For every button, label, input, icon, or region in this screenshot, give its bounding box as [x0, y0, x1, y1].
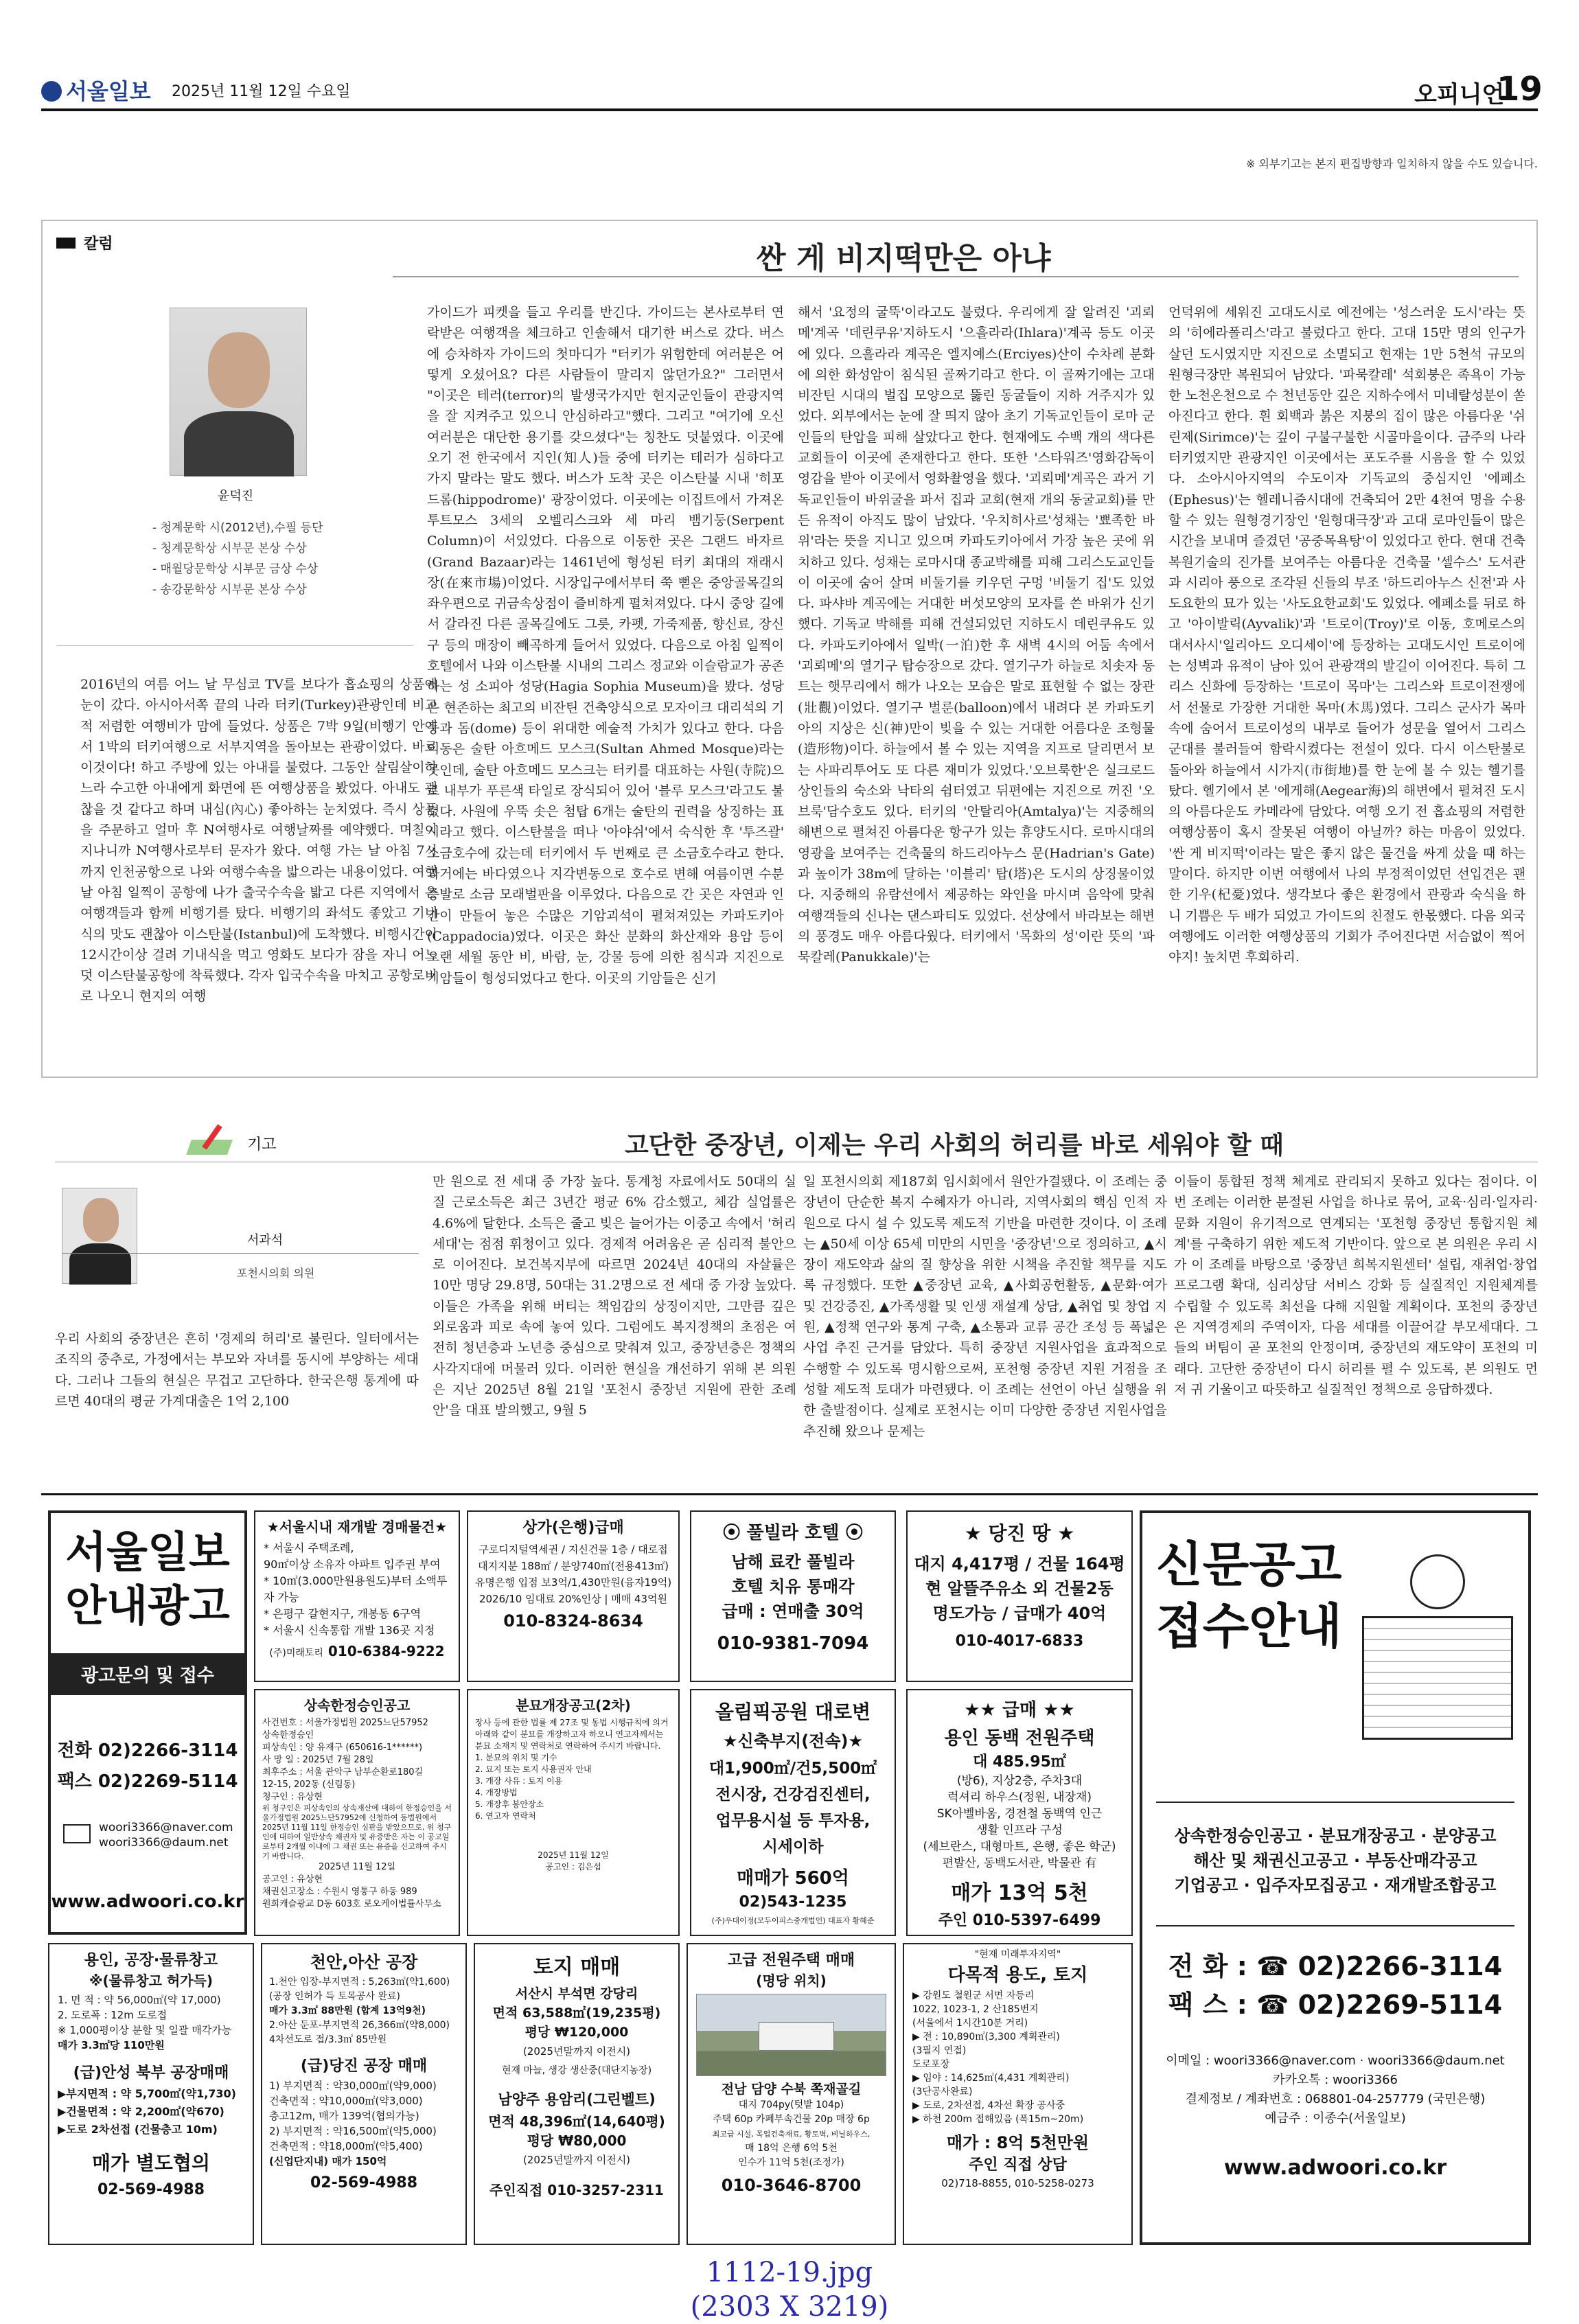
ad-line: (서울에서 1시간10분 거리) [912, 2018, 1028, 2029]
ad-line: 2. 도로폭 : 12m 도로접 [58, 2009, 168, 2021]
house-photo [696, 1994, 886, 2076]
ad-tel: 010-6384-9222 [327, 1643, 445, 1659]
notice-info: 카카오톡 : woori3366 [1272, 2073, 1398, 2087]
ad-line: 4차선도로 접/3.3㎡ 85만원 [269, 2034, 387, 2045]
ad-title: "현재 미래투자지역" [974, 1949, 1061, 1960]
ad-line: 매 18억 은행 6억 5천 [745, 2143, 838, 2154]
ad-line: 사건번호 : 서울가정법원 2025느단57952 [262, 1718, 428, 1728]
bio-line: - 청계문학상 시부문 본상 수상 [152, 542, 307, 555]
ad-subtitle: 용인 동백 전원주택 [944, 1728, 1095, 1749]
ad-inheritance-notice [254, 1689, 460, 1936]
ad-line: 3. 개장 사유 : 토지 이용 [475, 1776, 563, 1786]
ad-title: 분묘개장공고(2차) [516, 1697, 631, 1714]
ad-line: 2) 부지면적 : 약16,500㎡(약5,000) [269, 2125, 437, 2137]
ad-tel: 02)718-8855, 010-5258-0273 [941, 2177, 1094, 2189]
ad-line: 위 청구인은 피상속인의 상속재산에 대하여 한정승인을 서울가정법원 2025느단57952에 신청하여 동법원에서 2025년 11월 11일 한정승인 심판을 받았으므로, 위 청구인에 대하여 일반상속 채권자 및 유증받은 자는 이 공고일로부터 2개월 이내에 그 채권 또는 유증을 신고하여 주시기 바랍니다. [262, 1804, 452, 1861]
ad-line: 대 485.95㎡ [973, 1753, 1066, 1771]
house-ad-email [51, 1820, 244, 1850]
notice-type-line: 상속한정승인공고 · 분묘개장공고 · 분양공고 [1174, 1826, 1497, 1845]
ad-tel: 010-9381-7094 [717, 1633, 869, 1654]
house-ad [48, 1510, 247, 1935]
ad-line: 2. 묘지 또는 토지 사용권자 안내 [475, 1764, 592, 1774]
ad-line: 업무용시설 등 투자용, [715, 1812, 871, 1830]
ad-line: * 10㎡(3.000만원용원도)부터 소액투자 가능 [264, 1574, 448, 1604]
ad-yongin-house [906, 1689, 1133, 1936]
caption-size: (2303 X 3219) [690, 2291, 889, 2323]
ad-line: (3필지 연접) [912, 2045, 967, 2056]
ad-line: 현재 마늘, 생강 생산중(대단지농장) [501, 2065, 652, 2076]
ad-grave-notice [467, 1689, 680, 1936]
ad-footer: (주)우대이정(모두이피스중개법인) 대표자 황혜준 [711, 1916, 875, 1925]
author-photo [170, 308, 307, 476]
ad-title: ⦿ 풀빌라 호텔 ⦿ [722, 1523, 864, 1543]
ad-line: (2025년말까지 이전시) [522, 2045, 631, 2058]
ad-line: SK아벨바움, 경전철 동백역 인근 [936, 1807, 1103, 1821]
ad-line: 구로디지털역세권 / 지신건물 1층 / 대로접 [479, 1543, 668, 1556]
ad-line: * 서울시 주택조례, [264, 1541, 354, 1554]
section-name: 오피니언 [1414, 81, 1505, 108]
ad-line: 채권신고장소 : 수원시 영통구 하동 989 [262, 1887, 417, 1897]
suit-shape [184, 411, 294, 476]
ad-title: 남양주 용암리(그린벨트) [498, 2091, 656, 2108]
ad-line: (2025년말까지 이전시) [522, 2154, 631, 2166]
column-article [41, 220, 1538, 1078]
newspaper-logo: 서울일보 [41, 74, 151, 106]
author-rule [62, 1253, 419, 1254]
bio-line: - 송강문학상 시부문 본상 수상 [152, 583, 307, 597]
ad-line: 층고12m, 매가 139억(협의가능) [269, 2110, 419, 2122]
ad-redevelopment [254, 1510, 460, 1682]
ad-title: 올림픽공원 대로변 [715, 1701, 871, 1723]
notice-ad-title [1156, 1534, 1341, 1657]
column-text-col2: 가이드가 피켓을 들고 우리를 반긴다. 가이드는 본사로부터 연락받은 여행객을 체크하고 인솔해서 대기한 버스로 갔다. 버스에 승차하자 가이드의 첫마디가 "터키가 위험한데 여러분은 어떻게 오셨어요? 다른 사람들이 말리지 않던가요?" 그러면서 "이곳은 테러(terror)의 발생국가지만 현지군인들이 관광지역을 잘 지켜주고 있으니 안심하라고"했다. 그리고 "여기에 오신 여러분은 대단한 용기를 갖으셨다"는 칭찬도 덧붙였다. 이곳에 오기 전 한국에서 지인(知人)들 중에 터키는 테러가 심하다고 가지 말라는 말도 했다. 버스가 도착 곳은 이스탄불 시내 '히포드롬(hippodrome)' 광장이었다. 이곳에는 이집트에서 가져온 투트모스 3세의 오벨리스크와 세 마리 뱀기둥(Serpent Column)이 서있었다. 다음으로 이동한 곳은 그랜드 바자르(Grand Bazaar)라는 1461년에 형성된 터키 최대의 재래시장(在來市場)이었다. 시장입구에서부터 쭉 뻗은 중앙골목길의 좌우편으로 귀금속상점이 즐비하게 펼쳐져있다. 다시 중앙 길에서 갈라진 다른 골목길에도 그릇, 카펫, 가죽제품, 향신료, 장신구 등의 매장이 빼곡하게 들어서 있었다. 다음으로 아침 일찍이 호텔에서 나와 이스탄불 시내의 그리스 정교와 이슬람교가 공존하는 성 소피아 성당(Hagia Sophia Museum)을 봤다. 성당은 현존하는 최고의 비잔틴 건축양식으로 모자이크 대리석의 기둥과 돔(dome) 등이 위대한 예술적 가치가 있다고 한다. 다음 이동은 술탄 아흐메드 모스크(Sultan Ahmed Mosque)라는 곳인데, 술탄 아흐메드 모스크는 터키를 대표하는 사원(寺院)으로 내부가 푸른색 타일로 장식되어 있어 '블루 모스크'라고도 불렸다. 사원에 우뚝 솟은 첨탑 6개는 술탄의 권력을 상징하는 표시라고 했다. 이스탄불을 떠나 '아야쉬'에서 숙식한 후 '투즈괄' 소금호수에 갔는데 터키에서 두 번째로 큰 소금호수라고 한다. 과거에는 바다였으나 지각변동으로 호수로 변해 여름이면 수분증발로 소금 모래벌판을 이루었다. 다음으로 간 곳은 자연과 인간이 만들어 놓은 수많은 기암괴석이 펼쳐져있는 카파도키아(Cappadocia)였다. 이곳은 화산 분화의 화산재와 용암 등이 오랜 세월 동안 비, 바람, 눈, 강물 등에 의한 침식과 지진으로 기암들이 형성되었다고 한다. 이곳의 기암들은 신기 [427, 305, 784, 986]
column-tag: 칼럼 [56, 232, 113, 253]
ad-line: 급매 : 연매출 30억 [722, 1602, 864, 1621]
ad-tel: 010-4017-6833 [955, 1633, 1084, 1650]
house-ad-tel: 전화 02)2266-3114 [57, 1740, 238, 1761]
ad-line: 남해 료칸 풀빌라 [731, 1552, 855, 1572]
ad-line: 6. 연고자 연락처 [475, 1811, 536, 1821]
ad-title: ★ 당진 땅 ★ [964, 1522, 1075, 1545]
contribution-text-col3: 일 포천시의회 제187회 임시회에서 원안가결됐다. 이 조례는 중장년이 단순한 복지 수혜자가 아니라, 지역사회의 핵심 인적 자원으로 다시 설 수 있도록 제도적 기반을 마련한 것이다. 이 조례는 ▲50세 이상 65세 미만의 시민을 '중장년'으로 정의하고, ▲시장이 재도약과 삶의 질 향상을 위한 시책을 추진할 책무를 지도록 규정했다. 또한 ▲중장년 교육, ▲사회공헌활동, ▲문화·여가 및 건강증진, ▲가족생활 및 인생 재설계 상담, ▲취업 및 창업 지원, ▲정책 연구와 통계 구축, ▲소통과 교류 공간 조성 등 폭넓은 사업 추진 근거를 담았다. 특히 중장년 지원사업을 효과적으로 수행할 수 있도록 명시함으로써, 포천형 중장년 지원 거점을 조성할 제도적 토대가 마련됐다. 이 조례는 선언이 아닌 실행을 위한 출발점이다. 실제로 포천시는 이미 다양한 중장년 지원사업을 추진해 왔으나 문제는 [803, 1174, 1167, 1439]
ad-line: 건축면적 : 약10,000㎡(약3,000) [269, 2095, 423, 2107]
ad-cheorwon-land [903, 1943, 1133, 2245]
ad-line: 편발산, 동백도서관, 박물관 有 [942, 1856, 1097, 1870]
contribution-text-col4: 이들이 통합된 정책 체계로 관리되지 못하고 있다는 점이다. 이번 조례는 이러한 분절된 사업을 하나로 묶어, 교육·심리·일자리·문화 지원이 유기적으로 연계되는 '포천형 중장년 통합지원 체계'를 구축하기 위한 제도적 기반이다. 앞으로 본 의원은 우리 시가 이 조례를 바탕으로 '중장년 희복지원센터' 설립, 재취업·창업 프로그램 확대, 심리상담 서비스 강화 등 실질적인 지원체계를 수립할 수 있도록 최선을 다해 지원할 계획이다. 포천의 중장년은 지역경제의 주역이자, 다음 세대를 이끌어갈 부모세대다. 그들의 버팀이 곧 포천의 안정이며, 중장년의 재도약이 포천의 미래다. 고단한 중장년이 다시 허리를 펼 수 있도록, 본 의원도 먼저 귀 기울이고 따뜻하고 실질적인 정책으로 응답하겠다. [1174, 1174, 1538, 1397]
face-shape [83, 1198, 119, 1242]
ad-line: ▶부지면적 : 약 5,700㎡(약1,730) [58, 2087, 236, 2100]
ad-line: 90㎡이상 소유자 아파트 입주권 부여 [264, 1558, 441, 1571]
ad-line: 2025년 11월 12일 [318, 1862, 396, 1872]
notice-info: 이메일 : woori3366@naver.com · woori3366@daum.net [1166, 2053, 1505, 2068]
column-text-col1: 2016년의 여름 어느 날 무심코 TV를 보다가 흡쇼핑의 상품에 눈이 갔다. 아시아서쪽 끝의 나라 터키(Turkey)관광인데 비교적 저렴한 여행비가 맘에 들었다. 상품은 7박 9일(비행기 안에서 1박의 터키여행으로 서부지역을 돌아보는 관광이었다. 바로 이것이다! 하고 주방에 있는 아내를 불렀다. 그동안 살림살이하느라 수고한 아내에게 화면에 뜬 여행상품을 봤었다. 아내도 괜찮을 것 같다고 하며 내심(內心) 좋아하는 눈치였다. 즉시 상품을 주문하고 얼마 후 N여행사로 여행날짜를 예약했다. 며칠이 지나니까 N여행사로부터 문자가 왔다. 여행 가는 날 아침 7시까지 인천공항으로 나와 여행수속을 밟으라는 내용이었다. 여행 날 아침 일찍이 공항에 나가 출국수속을 밟고 다른 지역에서 온 여행객들과 함께 비행기를 탔다. 비행기의 좌석도 좋았고 기내식의 맛도 괜찮아 이스탄불(Istanbul)에 도착했다. 비행시간이 12시간이상 걸려 기내식을 먹고 영화도 보다가 잠을 자니 어느덧 이스탄불공항에 착륙했다. 각자 입국수속을 마치고 공항로비로 나오니 현지의 여행 [80, 677, 437, 1004]
bio-line: - 청계문학 시(2012년),수필 등단 [152, 521, 323, 535]
ad-title: 용인, 공장·물류창고 [84, 1952, 218, 1969]
ad-line: 평당 ₩120,000 [525, 2025, 629, 2040]
ad-cheonan-factory [261, 1943, 467, 2245]
notice-type-line: 기업공고 · 입주자모집공고 · 재개발조합공고 [1174, 1876, 1497, 1895]
page-header [41, 70, 1543, 111]
ad-price: 매가 13억 5천 [951, 1881, 1088, 1905]
ad-line: (신업단지내) 매가 150억 [269, 2155, 387, 2167]
notice-info: 예금주 : 이종수(서울일보) [1265, 2111, 1406, 2126]
ad-olympic-park [690, 1689, 896, 1936]
ad-title: 천안,아산 공장 [310, 1953, 418, 1972]
ad-line: 인수가 11억 5천(조정가) [738, 2157, 844, 2168]
email-text: woori3366@daum.net [99, 1836, 229, 1850]
ad-line: 1. 분묘의 위치 및 기수 [475, 1753, 557, 1762]
notice-ad-info [1140, 1510, 1531, 2245]
ad-tel: 02)543-1235 [739, 1894, 847, 1911]
ad-line: 장사 등에 관한 법률 제 27조 및 동법 시행규칙에 의거 아래와 같이 분묘를 개장하고자 하오니 연고자께서는 분묘 소재지 및 연락처로 연락하여 주시기 바랍니다. [475, 1718, 669, 1751]
ad-line: 4. 개장방법 [475, 1788, 518, 1797]
ads-divider [41, 1493, 1538, 1495]
ad-line: ▶ 강원도 철원군 서면 자등리 [912, 1990, 1035, 2001]
ad-line: 호텔 치유 통매각 [731, 1577, 855, 1596]
ad-line: (방6), 지상2층, 주차3대 [956, 1774, 1083, 1788]
email-text: woori3366@naver.com [99, 1821, 233, 1834]
ad-line: 대지 704py(텃밭 104p) [738, 2099, 844, 2110]
ad-price: 매가 별도협의 [91, 2152, 211, 2174]
bio-line: - 매월당문학상 시부문 금상 수상 [152, 562, 319, 576]
ad-title: ★★ 급매 ★★ [964, 1700, 1075, 1721]
ad-line: 건축면적 : 약18,000㎡(약5,400) [269, 2140, 423, 2152]
notice-tel: 전 화 : ☎ 02)2266-3114 [1168, 1951, 1503, 1981]
ad-line: 1) 부지면적 : 약30,000㎡(약9,000) [269, 2080, 437, 2092]
classified-ads [41, 1504, 1538, 2252]
ad-line: 전남 담양 수북 쪽재골길 [721, 2082, 862, 2097]
ad-line: ▶도로 2차선접 (건물층고 10m) [58, 2123, 218, 2136]
ad-tel: 010-8324-8634 [503, 1611, 643, 1631]
ad-subtitle: (명당 위치) [756, 1972, 827, 1989]
image-caption [0, 2255, 1579, 2324]
ad-subtitle: 다목적 용도, 토지 [947, 1965, 1088, 1986]
house-ad-subtitle: 광고문의 및 접수 [51, 1653, 244, 1695]
column-text-col3: 해서 '요정의 굴뚝'이라고도 불렀다. 우리에게 잘 알려진 '괴뢰메'계곡 '데린쿠유'지하도시 '으흘라라(Ihlara)'계곡 등도 이곳에 있다. 으흘라라 계곡은 엘지예스(Erciyes)산이 수차례 분화에 의한 화성암이 침식된 골짜기라고 한다. 이 골짜기에는 고대 비잔틴 시대의 벌집 모양으로 뚫린 동굴들이 지하 거주지가 있었다. 외부에서는 눈에 잘 띄지 않아 초기 기독교인들이 로마 군인들의 탄압을 피해 살았다고 한다. 현재에도 수백 개의 색다른 교회들이 이곳에 존재한다고 한다. 또한 '스타워즈'영화감독이 영감을 받아 이곳에서 영화촬영을 했다. '괴뢰메'계곡은 과거 기독교인들이 바위굴을 파서 집과 교회(현재 개의 동굴교회)를 만든 유적이 아직도 많이 남았다. '우치히사르'성채는 '뾰족한 바위'라는 뜻을 지니고 있으며 카파도키아에서 가장 높은 곳에 위치하고 있다. 성채는 로마시대 종교박해를 피해 그리스도교인들이 이곳에 숨어 살며 비둘기를 키우던 구멍 '비둘기 집'도 있었다. 파샤바 계곡에는 거대한 버섯모양의 모자를 쓴 바위가 신기했다. 기독교 박해를 피해 건설되었던 지하도시 데린쿠유도 있다. 카파도키아에서 일박(一泊)한 후 새벽 4시의 어둠 속에서 '괴뢰메'의 열기구 탑승장으로 갔다. 열기구가 하늘로 치솟자 동트는 햇무리에서 해가 나오는 모습은 말로 표현할 수 없는 장관(壯觀)이었다. 열기구 벌룬(balloon)에서 내려다 본 카파도키아의 지상은 신(神)만이 빚을 수 있는 거대한 어름다운 조형물(造形物)이다. 하늘에서 볼 수 있는 지역을 지프로 달리면서 보는 사파리투어도 또 다른 재미가 있었다.'오브룩한'은 실크로드 상인들의 숙소와 낙타의 쉼터였고 뒤편에는 지진으로 꺼진 '오브룩'담수호도 있다. 터키의 '안탈리아(Amtalya)'는 지중해의 해변으로 펼쳐진 아름다운 항구가 있는 휴양도시다. 로마시대의 영광을 보여주는 건축물의 하드리아누스 문(Hadrian's Gate)과 높이가 38m에 달하는 '이블리' 탑(塔)은 도시의 상징물이었다. 지중해의 유람선에서 제공하는 와인을 마시며 음악에 맞춰 여행객들의 신나는 댄스파티도 있었다. 선상에서 바라보는 해변의 풍경도 매우 아름다웠다. 터키에서 '목화의 성'이란 뜻의 '파묵칼레(Panukkale)'는 [798, 305, 1155, 965]
ad-line: 공고인 : 김은섭 [545, 1862, 601, 1872]
ad-tel: 02-569-4988 [310, 2174, 418, 2191]
ad-line: 2026/10 임대료 20%인상 | 매매 43억원 [479, 1593, 668, 1605]
ad-line: 매가 3.3㎡당 110만원 [58, 2039, 165, 2051]
author-name: 서과석 [247, 1233, 284, 1247]
ad-line: 대1,900㎡/건5,500㎡ [708, 1760, 877, 1777]
ad-line: 최후주소 : 서울 관악구 남부순환로180길 [262, 1767, 424, 1777]
house-ad-title: 서울일보 [65, 1527, 230, 1577]
author-role: 포천시의회 의원 [237, 1267, 315, 1280]
house-ad-title2: 안내광고 [65, 1580, 230, 1631]
disclaimer: ※ 외부기고는 본지 편집방향과 일치하지 않을 수도 있습니다. [1245, 157, 1538, 170]
ad-title: ★서울시내 재개발 경매물건★ [266, 1519, 448, 1535]
author-bio [152, 518, 413, 600]
ad-line: 면적 63,588㎡(19,235평) [492, 2005, 661, 2021]
face-shape [208, 332, 270, 408]
ad-line: 면적 48,396㎡(14,640평) [488, 2113, 665, 2130]
ad-line: 상속한정승인 [262, 1730, 314, 1740]
ad-title: 상가(은행)급매 [522, 1519, 624, 1537]
ad-commercial [467, 1510, 680, 1682]
ad-dangjin-land [906, 1510, 1133, 1682]
ad-line: (공장 인허가 득 토목공사 완료) [269, 1991, 401, 2002]
ad-subtitle: ★신축부지(전속)★ [722, 1732, 864, 1751]
ad-line: 시세이하 [762, 1838, 824, 1856]
ad-line: 생활 인프라 구성 [976, 1823, 1063, 1837]
notice-info: 결제정보 / 계좌번호 : 068801-04-257779 (국민은행) [1185, 2092, 1486, 2106]
ad-line: 현 알뜰주유소 외 건물2동 [925, 1579, 1114, 1598]
ad-line: 대지지분 188㎡ / 분양740㎡(전용413㎡) [478, 1560, 669, 1572]
house-ad-fax: 팩스 02)2269-5114 [57, 1771, 238, 1792]
ad-tel: 02-569-4988 [97, 2181, 205, 2198]
ad-line: 주택 60p 카페부속건물 20p 매장 6p [713, 2114, 870, 2125]
ad-line: (세브란스, 대형마트, 은행, 좋은 학군) [923, 1840, 1116, 1854]
author-name: 윤덕진 [218, 489, 254, 503]
ad-line: 명도가능 / 급매가 40억 [932, 1604, 1107, 1623]
ad-line: 1022, 1023-1, 2 산185번지 [912, 2004, 1039, 2015]
ad-line: 원희캐슬광교 D동 603호 로오케이법률사무소 [262, 1899, 441, 1909]
ad-line: 평당 ₩80,000 [527, 2132, 627, 2149]
logo-icon [41, 81, 62, 102]
ad-line: 2025년 11월 12일 [538, 1850, 609, 1860]
issue-date: 2025년 11월 12일 수요일 [172, 83, 351, 100]
ad-land-sale [474, 1943, 680, 2245]
ad-line: 최고급 시설, 목업건축재료, 황토벽, 비닐하우스, [712, 2130, 871, 2139]
ad-line: 대지 4,417평 / 건물 164평 [914, 1554, 1125, 1574]
ad-pool-villa [690, 1510, 896, 1682]
ad-line: 5. 개장후 봉안장소 [475, 1799, 544, 1809]
ad-line: 사 망 일 : 2025년 7월 28일 [262, 1755, 374, 1765]
ad-line: 피상속인 : 양 유재구 (650616-1******) [262, 1742, 423, 1753]
house-ad-web: www.adwoori.co.kr [51, 1891, 244, 1912]
column-title: 싼 게 비지떡만은 아냐 [757, 241, 1051, 276]
ad-price: 매매가 560억 [737, 1868, 849, 1889]
pen-icon [189, 1119, 244, 1158]
ad-title: 토지 매매 [533, 1955, 621, 1979]
ad-price: 매가 : 8억 5천만원 [946, 2133, 1090, 2152]
ad-line: 전시장, 건강검진센터, [715, 1786, 871, 1804]
ad-line: ▶ 하천 200m 접해있음 (폭15m~20m) [912, 2114, 1084, 2125]
ad-line: * 서울시 신속통합 개발 136곳 지정 [264, 1624, 435, 1637]
ad-line: ※ 1,000평이상 분할 및 일괄 매각가능 [58, 2024, 232, 2036]
newspaper-reader-icon [1362, 1554, 1513, 1760]
ad-line: 2.아산 둔포-부지면적 26,366㎡(약8,000) [269, 2020, 450, 2031]
contribution-title: 고단한 중장년, 이제는 우리 사회의 허리를 바로 세워야 할 때 [625, 1131, 1284, 1160]
ad-country-house [687, 1943, 896, 2245]
ad-line: 청구인 : 유상현 [262, 1792, 323, 1802]
ad-line: ▶ 임야 : 14,625㎡(4,431 계획관리) [912, 2073, 1070, 2084]
bio-rule [56, 645, 413, 646]
ad-line: 1.천안 입장-부지면적 : 5,263㎡(약1,600) [269, 1977, 450, 1988]
contribution-tag: 기고 [247, 1136, 277, 1153]
suit-shape [69, 1243, 131, 1285]
ad-line: 공고인 : 유상현 [262, 1874, 323, 1885]
ad-subtitle: ※(물류창고 허가득) [89, 1972, 213, 1989]
ad-line: * 은평구 갈현지구, 개봉동 6구역 [264, 1607, 422, 1620]
ad-company: (주)미래토리 [269, 1648, 323, 1659]
ad-line: 매가 3.3㎡ 88만원 (합계 13억9천) [269, 2005, 426, 2016]
ad-line: 럭셔리 하우스(정원, 내장재) [947, 1791, 1092, 1804]
tag-icon [56, 238, 76, 249]
title-rule [393, 276, 1519, 277]
ad-title: (급)안성 북부 공장매매 [73, 2064, 229, 2082]
ad-line: 도로포장 [912, 2059, 950, 2070]
ad-tel: 주인직접 010-3257-2311 [489, 2182, 664, 2198]
ad-tel: 주인 010-5397-6499 [938, 1912, 1101, 1929]
caption-filename: 1112-19.jpg [706, 2257, 873, 2288]
ad-title: 고급 전원주택 매매 [727, 1952, 855, 1969]
page-number: 19 [1497, 70, 1543, 108]
ad-line: (3단공사완료) [912, 2086, 973, 2097]
contribution-text-col2: 만 원으로 전 세대 중 가장 높다. 통계청 자료에서도 50대의 실질 근로소득은 최근 3년간 평균 6% 감소했고, 체감 실업률은 4.6%에 달한다. 소득은 줄고 빚은 늘어가는 이중고 속에서 '허리 세대'는 점점 휘청이고 있다. 경제적 어려움은 곧 심리적 불안으로 이어진다. 보건복지부에 따르면 2024년 40대의 자살률은 10만 명당 29.8명, 50대는 31.2명으로 전 세대 중 가장 높았다. 이들은 가족을 위해 버티는 책임감의 상징이지만, 그만큼 깊은 외로움과 피로 속에 놓여 있다. 그럼에도 복지정책의 초점은 여전히 청년층과 노년층 중심으로 맞춰져 있고, 중장년층은 정책의 사각지대에 머물러 있다. 이러한 현실을 개선하기 위해 본 의원은 지난 2025년 8월 21일 '포천시 중장년 지원에 관한 조례안'을 대표 발의했고, 9월 5 [433, 1174, 796, 1418]
ad-line: 12-15, 202동 (신림동) [262, 1780, 356, 1790]
mail-icon [63, 1824, 91, 1843]
contribution-text-col1: 우리 사회의 중장년은 흔히 '경제의 허리'로 불린다. 일터에서는 조직의 중추로, 가정에서는 부모와 자녀를 동시에 부양하는 세대다. 그러나 그들의 현실은 무겁고 고단하다. 한국은행 통계에 따르면 40대의 평균 가계대출은 1억 2,100 [55, 1331, 419, 1409]
column-text-col4: 언덕위에 세워진 고대도시로 예전에는 '성스러운 도시'라는 뜻의 '히에라폴리스'라고 불렀다고 한다. 고대 15만 명의 인구가 살던 도시였지만 지진으로 소멸되고 현재는 1만 5천석 규모의 원형극장만 복원되어 남았다. '파묵칼레' 석회붕은 족욕이 가능한 노천온천으로 수 천년동안 깊은 지하수에서 미네랄성분이 쏟아진다고 한다. 흰 회백과 붉은 지붕의 집이 많은 아름다운 '쉬린제(Sirimce)'는 깊이 구불구불한 시골마을이다. 금주의 나라 터키였지만 관광지인 이곳에서는 포도주를 시음을 할 수 있었다. 소아시아지역의 수도이자 기독교의 중심지인 '에페소(Ephesus)'는 헬레니즘시대에 건축되어 2만 4천여 명을 수용할 수 있는 원형경기장인 '원형대극장'과 고대 로마인들이 많은 시간을 보내며 즐겼던 '공중목욕탕'이 있었다고 한다. 현대 건축복원기술의 진가를 보여주는 아름다운 건축물 '셀수스' 도서관과 시리아 풍으로 조각된 신들의 부조 '하드리아누스 신전'과 사도요한의 묘가 있는 '사도요한교회'도 있었다. 에페소를 뒤로 하고 '아이발릭(Ayvalik)'과 '트로이(Troy)'로 이동, 호메로스의 대서사시'일리아드 오디세이'에 등장하는 고대도시인 트로이에는 성벽과 유적이 남아 있어 관광객의 발길이 이어진다. 특히 그리스 신화에 등장하는 '트로이 목마'는 그리스와 트로이전쟁에서 선물로 가장한 거대한 목마(木馬)였다. 그리스 군사가 목마 속에 숨어서 트로이성의 내부로 들어가 성문을 열어서 그리스 군대를 불러들여 함락시켰다는 전설이 있다. 다시 이스탄불로 돌아와 하늘에서 시가지(市街地)를 한 눈에 볼 수 있는 헬기를 탔다. 헬기에서 본 '에게해(Aegear海)의 해변에서 펼쳐진 도시의 아름다운도 카메라에 담았다. 여행 오기 전 흡쇼핑의 저렴한 여행상품이 혹시 잘못된 여행이 아닐까? 하는 마음이 있었다. '싼 게 비지떡'이라는 말은 좋지 않은 물건을 싸게 샀을 때 하는 말이다. 하지만 이번 여행에서 나의 부정적이었던 선입견은 괜한 기우(杞憂)였다. 생각보다 좋은 환경에서 관광과 숙식을 하니 기쁨은 두 배가 되었고 가이드의 친절도 한몫했다. 다음 외국여행에도 이러한 여행상품의 기회가 주어진다면 서슴없이 찍어야지! 높치면 후회하리. [1168, 305, 1525, 965]
title-line: 접수안내 [1156, 1598, 1342, 1655]
ad-line: ▶건물면적 : 약 2,200㎡(약670) [58, 2105, 224, 2118]
ad-tel: 010-3646-8700 [721, 2176, 862, 2195]
ad-line: ▶ 도로, 2차선접, 4차선 확장 공사중 [912, 2100, 1065, 2111]
ad-line: ▶ 전 : 10,890㎡(3,300 계획관리) [912, 2032, 1060, 2043]
ad-subtitle: 주인 직접 상담 [969, 2156, 1067, 2174]
ad-line: 유명은행 입점 보3억/1,430만원(융자19억) [474, 1576, 672, 1589]
notice-fax: 팩 스 : ☎ 02)2269-5114 [1168, 1990, 1503, 2020]
title-line: 신문공고 [1156, 1537, 1342, 1593]
notice-web: www.adwoori.co.kr [1223, 2156, 1447, 2180]
contribution-article [41, 1112, 1538, 1483]
ad-line: 1. 면 적 : 약 56,000㎡(약 17,000) [58, 1994, 221, 2006]
ad-title: 상속한정승인공고 [303, 1697, 411, 1714]
ad-line: 서산시 부석면 강당리 [515, 1986, 638, 2001]
notice-type-line: 해산 및 채권신고공고 · 부동산매각공고 [1193, 1851, 1477, 1870]
ad-yongin-factory [48, 1943, 254, 2245]
ad-title: (급)당진 공장 매매 [300, 2058, 428, 2075]
author-photo [62, 1188, 137, 1284]
